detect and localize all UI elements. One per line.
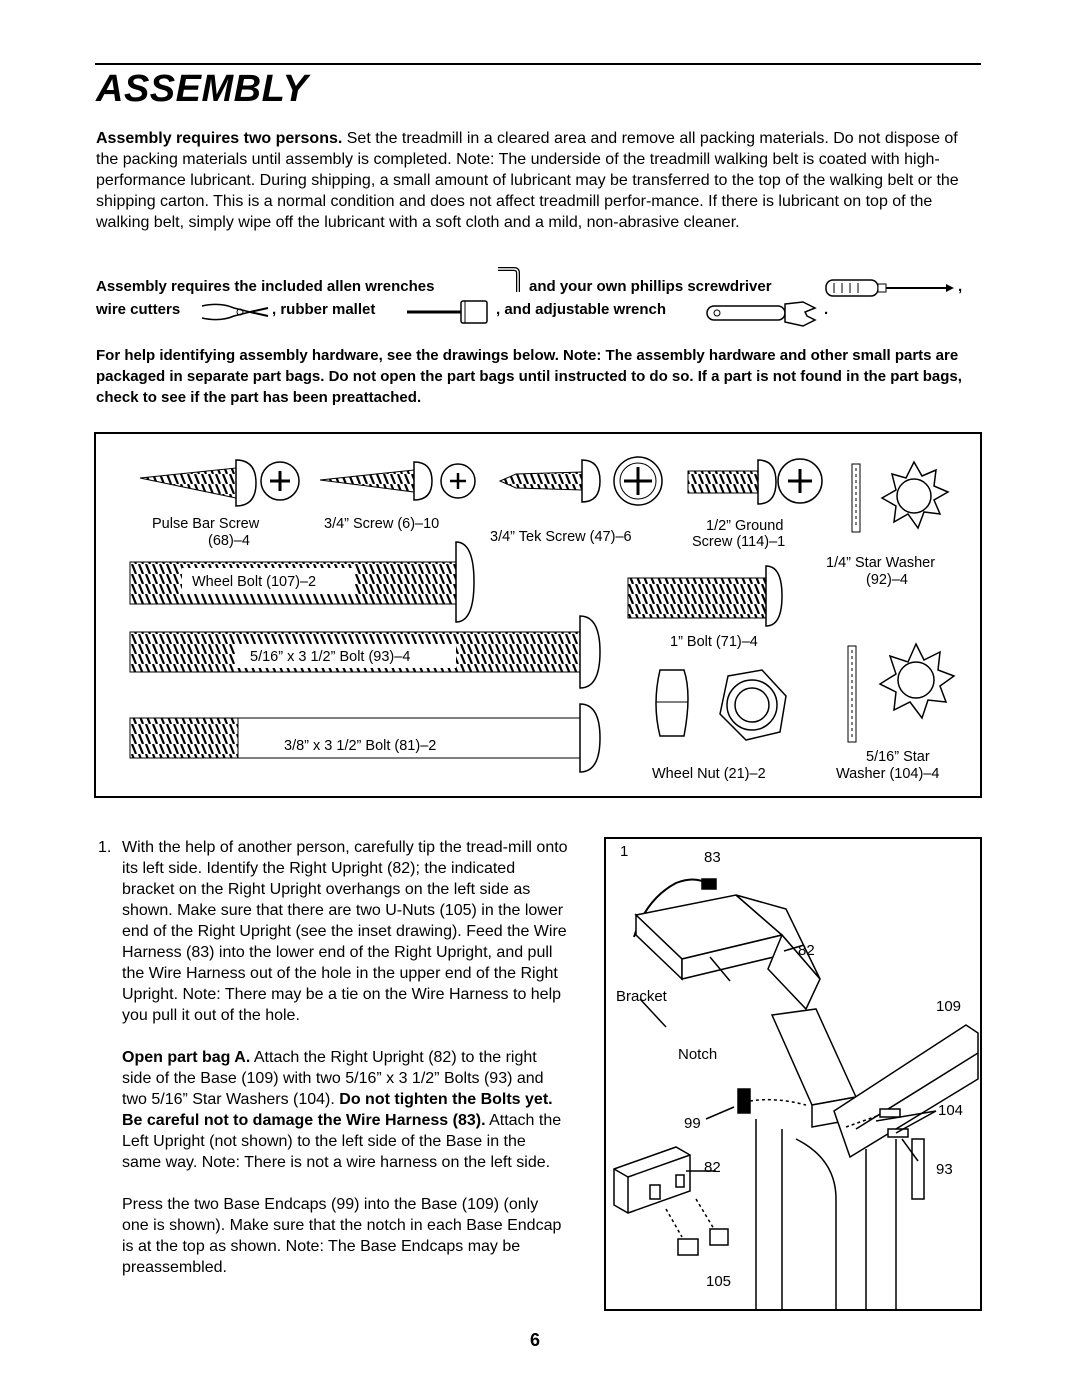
label-bolt-1: 1” Bolt (71)–4	[670, 634, 758, 650]
figure-1-drawing	[606, 839, 980, 1309]
label-star-washer-14-qty: (92)–4	[866, 572, 908, 588]
allen-wrench-icon	[496, 266, 522, 294]
phillips-screwdriver-icon	[818, 276, 958, 300]
label-bracket: Bracket	[616, 988, 667, 1005]
figure-1	[604, 837, 982, 1311]
wire-cutters-icon	[200, 300, 272, 324]
adjustable-wrench-icon	[703, 298, 819, 328]
rubber-mallet-icon	[405, 299, 491, 325]
screw-34-icon	[320, 462, 475, 500]
label-83: 83	[704, 849, 721, 866]
intro-lead: Assembly requires two persons.	[96, 130, 343, 147]
step-1-para-2-bold: Do not tighten the Bolts yet. Be careful not to damage the Wire Harness (83).	[122, 1091, 553, 1129]
intro-paragraph	[96, 128, 976, 233]
step-1-para-2-lead: Open part bag A.	[122, 1049, 251, 1066]
label-pulse-bar-screw: Pulse Bar Screw	[152, 516, 260, 532]
label-99: 99	[684, 1115, 701, 1132]
ground-screw-icon	[688, 459, 822, 504]
step-1	[98, 837, 568, 1278]
label-notch: Notch	[678, 1046, 718, 1063]
label-82-inset: 82	[704, 1159, 721, 1176]
tools-period: .	[824, 301, 829, 318]
label-109: 109	[936, 998, 962, 1015]
title-rule	[95, 63, 981, 65]
label-pulse-bar-screw-qty: (68)–4	[208, 533, 250, 549]
label-bolt-38: 3/8” x 3 1/2” Bolt (81)–2	[284, 738, 437, 754]
figure-number: 1	[620, 843, 629, 860]
label-star-washer-516-qty: Washer (104)–4	[836, 766, 940, 782]
label-screw-34: 3/4” Screw (6)–10	[324, 516, 440, 532]
label-82-top: 82	[798, 942, 815, 959]
label-wheel-bolt: Wheel Bolt (107)–2	[192, 574, 317, 590]
star-washer-516-icon	[848, 644, 954, 742]
tools-line-1a: Assembly requires the included allen wrenches	[96, 278, 435, 295]
tools-line-2a: wire cutters	[96, 301, 181, 318]
tools-line-2b: , rubber mallet	[272, 301, 376, 318]
intro-text: Set the treadmill in a cleared area and remove all packing materials. Do not dispose of the packing materials until assembly is completed. Note: The underside of the treadmill walking belt is coated with high-performance lubricant. During shipping, a small amount of lubricant may be transferred to the top of the walking belt or the shipping carton. This is a normal condition and does not affect treadmill perfor-mance. If there is lubricant on top of the walking belt, simply wipe off the lubricant with a soft cloth and a mild, non-abrasive cleaner.	[96, 130, 959, 231]
page-number: 6	[530, 1330, 541, 1350]
label-93: 93	[936, 1161, 953, 1178]
step-1-para-2	[122, 1047, 568, 1173]
hardware-box	[94, 432, 982, 798]
tools-line-2c: , and adjustable wrench	[496, 301, 667, 318]
step-number: 1.	[98, 839, 112, 856]
step-1-para-3: Press the two Base Endcaps (99) into the Base (109) (only one is shown). Make sure that the notch in each Base Endcap is at the top as shown. Note: The Base Endcaps may be preassembled.	[122, 1196, 562, 1276]
label-star-washer-516: 5/16” Star	[866, 749, 930, 765]
page-title: ASSEMBLY	[96, 68, 309, 110]
hardware-drawings	[96, 434, 980, 796]
label-105: 105	[706, 1273, 732, 1290]
bolt-1-icon	[628, 566, 782, 626]
tools-comma: ,	[958, 278, 963, 295]
label-ground-screw-qty: Screw (114)–1	[692, 534, 786, 550]
help-paragraph: For help identifying assembly hardware, see the drawings below. Note: The assembly hardware and other small parts are packaged in separate part bags. Do not open the part bags until instructed to do so. If a part is not found in the part bags, check to see if the part has been preattached.	[96, 347, 962, 406]
pulse-bar-screw-icon	[140, 460, 299, 506]
label-104: 104	[938, 1102, 964, 1119]
step-1-para-2-mid: Attach the Right Upright (82) to the right side of the Base (109) with two 5/16” x 3 1/2” Bolts (93) and two 5/16” Star Washers (104).	[122, 1049, 544, 1108]
tools-line-1b: and your own phillips screwdriver	[529, 278, 772, 295]
star-washer-14-icon	[852, 462, 948, 532]
label-wheel-nut: Wheel Nut (21)–2	[652, 766, 766, 782]
label-tek-screw: 3/4” Tek Screw (47)–6	[490, 529, 632, 545]
step-1-para-1: With the help of another person, carefully tip the tread-mill onto its left side. Identify the Right Upright (82); the indicated bracket on the Right Upright overhangs on the left side as shown. Make sure that there are two U-Nuts (105) in the lower end of the Right Upright (see the inset drawing). Feed the Wire Harness (83) into the lower end of the Right Upright, and pull the Wire Harness out of the hole in the upper end of the Right Upright. Note: There may be a tie on the Wire Harness to help you pull it out of the hole.	[122, 839, 568, 1024]
label-ground-screw: 1/2” Ground	[706, 518, 784, 534]
label-star-washer-14: 1/4” Star Washer	[826, 555, 936, 571]
tek-screw-icon	[500, 457, 662, 505]
wheel-nut-icon	[656, 670, 786, 740]
step-1-para-2-end: Attach the Left Upright (not shown) to the left side of the Base in the same way. Note: There is not a wire harness on the left side.	[122, 1112, 562, 1171]
label-bolt-516: 5/16” x 3 1/2” Bolt (93)–4	[250, 649, 411, 665]
